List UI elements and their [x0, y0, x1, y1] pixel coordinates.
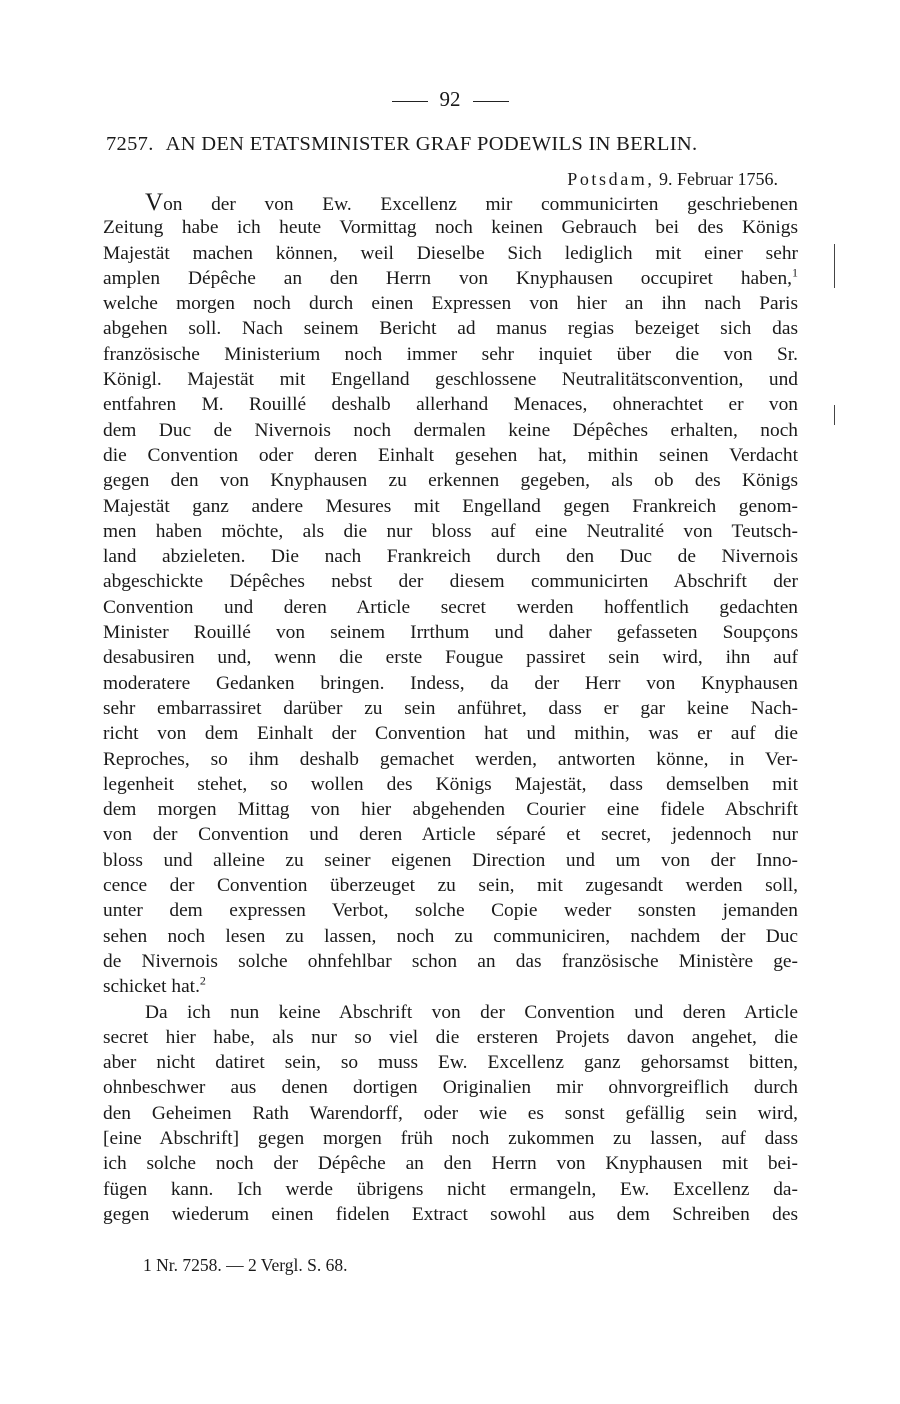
text-line-content: Minister Rouillé von seinem Irrthum und daher gefasseten Soupçons	[103, 622, 798, 644]
text-line	[103, 747, 798, 772]
text-line-content: welche morgen noch durch einen Expressen von hier an ihn nach Paris	[103, 293, 798, 315]
text-line-content: land abzieleten. Die nach Frankreich durch den Duc de Nivernois	[103, 546, 798, 568]
text-line-content: ich solche noch der Dépêche an den Herrn von Knyphausen mit bei-	[103, 1153, 798, 1175]
text-line	[103, 645, 798, 670]
text-line-content: abgeschickte Dépêches nebst der diesem communicirten Abschrift der	[103, 571, 798, 593]
text-line-content: secret hier habe, als nur so viel die ersteren Projets davon angehet, die	[103, 1026, 798, 1048]
text-line-content: richt von dem Einhalt der Convention hat und mithin, was er auf die	[103, 723, 798, 745]
text-line-content: men haben möchte, als die nur bloss auf eine Neutralité von Teutsch-	[103, 520, 798, 542]
text-line-content: Zeitung habe ich heute Vormittag noch keinen Gebrauch bei des Königs	[103, 217, 798, 239]
text-line	[103, 392, 798, 417]
text-line-content: dem Duc de Nivernois noch dermalen keine Dépêches erhalten, noch	[103, 419, 798, 441]
text-line-content: sehr embarrassiret darüber zu sein anführet, dass er gar keine Nach-	[103, 697, 798, 719]
text-line	[103, 316, 798, 341]
text-line	[103, 342, 798, 367]
text-line	[103, 215, 798, 240]
text-line	[103, 696, 798, 721]
text-line-content: den Geheimen Rath Warendorff, oder wie es sonst gefällig sein wird,	[103, 1102, 798, 1124]
document-heading	[106, 131, 806, 157]
text-line	[103, 544, 798, 569]
footnotes: 1 Nr. 7258. — 2 Vergl. S. 68.	[143, 1255, 348, 1275]
text-line-content: cence der Convention überzeuget zu sein, mit zugesandt werden soll,	[103, 875, 798, 897]
text-line	[103, 494, 798, 519]
text-line-content: ohnbeschwer aus denen dortigen Originalien mir ohnvorgreiflich durch	[103, 1077, 798, 1099]
text-line	[103, 1000, 798, 1025]
text-line-content: de Nivernois solche ohnfehlbar schon an das französische Ministère ge-	[103, 950, 798, 972]
text-line-content: schicket hat.	[103, 976, 200, 998]
letter-body	[103, 190, 798, 1227]
text-line-content: französische Ministerium noch immer sehr inquiet über die von Sr.	[103, 343, 798, 365]
text-line-content: sehen noch lesen zu lassen, noch zu communiciren, nachdem der Duc	[103, 925, 798, 947]
text-line-content: Reproches, so ihm deshalb gemachet werden, antworten könne, in Ver-	[103, 748, 798, 770]
text-line-content: moderatere Gedanken bringen. Indess, da der Herr von Knyphausen	[103, 672, 798, 694]
text-line	[103, 595, 798, 620]
document-title: AN DEN ETATSMINISTER GRAF PODEWILS IN BERLIN.	[165, 133, 698, 155]
text-line	[103, 620, 798, 645]
page-number: 92	[439, 87, 461, 111]
text-line-content: Königl. Majestät mit Engelland geschlossene Neutralitätsconvention, und	[103, 369, 798, 391]
text-line	[103, 1202, 798, 1227]
text-line	[103, 1126, 798, 1151]
text-line	[103, 721, 798, 746]
footnote-marker: 1	[792, 265, 798, 280]
margin-mark	[834, 244, 835, 288]
header-dash-left	[392, 101, 428, 102]
text-line	[103, 671, 798, 696]
text-line	[103, 772, 798, 797]
page-header	[0, 86, 900, 112]
text-line	[103, 949, 798, 974]
text-line	[103, 1151, 798, 1176]
text-line	[103, 190, 798, 215]
text-line	[103, 822, 798, 847]
dateline	[567, 167, 778, 191]
text-line	[103, 1050, 798, 1075]
text-line-content: fügen kann. Ich werde übrigens nicht ermangeln, Ew. Excellenz da-	[103, 1178, 798, 1200]
text-line-content: dem morgen Mittag von hier abgehenden Courier eine fidele Abschrift	[103, 799, 798, 821]
text-line-content: bloss und alleine zu seiner eigenen Direction und um von der Inno-	[103, 849, 798, 871]
text-line	[103, 418, 798, 443]
text-line-content: die Convention oder deren Einhalt gesehen hat, mithin seinen Verdacht	[103, 444, 798, 466]
text-line-content: von der Convention und deren Article séparé et secret, jedennoch nur	[103, 824, 798, 846]
text-line	[103, 873, 798, 898]
text-line	[103, 974, 798, 999]
footnote-marker: 2	[199, 973, 206, 988]
text-line-content: abgehen soll. Nach seinem Bericht ad manus regias bezeiget sich das	[103, 318, 798, 340]
text-line	[103, 898, 798, 923]
text-line	[103, 443, 798, 468]
text-line-content: gegen den von Knyphausen zu erkennen gegeben, als ob des Königs	[103, 470, 798, 492]
text-line	[103, 1101, 798, 1126]
text-line-content: entfahren M. Rouillé deshalb allerhand Menaces, ohnerachtet er von	[103, 394, 798, 416]
text-line-content: aber nicht datiret sein, so muss Ew. Excellenz ganz gehorsamst bitten,	[103, 1052, 798, 1074]
text-line-content: unter dem expressen Verbot, solche Copie weder sonsten jemanden	[103, 900, 798, 922]
text-line	[103, 291, 798, 316]
text-line	[103, 367, 798, 392]
text-line	[103, 924, 798, 949]
text-line	[103, 519, 798, 544]
text-line	[103, 468, 798, 493]
text-line-content: [eine Abschrift] gegen morgen früh noch zukommen zu lassen, auf dass	[103, 1127, 798, 1149]
text-line	[103, 848, 798, 873]
text-line-content: amplen Dépêche an den Herrn von Knyphausen occupiret haben,	[103, 267, 792, 289]
initial-letter: V	[145, 189, 164, 216]
text-line	[103, 1075, 798, 1100]
text-line-content: Convention und deren Article secret werden hoffentlich gedachten	[103, 596, 798, 618]
text-line-content: legenheit stehet, so wollen des Königs Majestät, dass demselben mit	[103, 773, 798, 795]
text-line	[103, 1177, 798, 1202]
text-line-content: Da ich nun keine Abschrift von der Convention und deren Article	[145, 1001, 798, 1023]
dateline-date: 9. Februar 1756.	[659, 169, 778, 189]
text-line	[103, 1025, 798, 1050]
text-line-content: on der von Ew. Excellenz mir communicirten geschriebenen	[163, 194, 798, 215]
text-line-content: Majestät ganz andere Mesures mit Engelland gegen Frankreich genom-	[103, 495, 798, 517]
text-line	[103, 266, 798, 291]
text-line-content: Majestät machen können, weil Dieselbe Sich lediglich mit einer sehr	[103, 242, 798, 264]
text-line-content: desabusiren und, wenn die erste Fougue passiret sein wird, ihn auf	[103, 647, 798, 669]
text-line	[103, 241, 798, 266]
dateline-place: Potsdam,	[567, 169, 655, 189]
text-line-content: gegen wiederum einen fidelen Extract sowohl aus dem Schreiben des	[103, 1203, 798, 1225]
margin-mark	[834, 405, 835, 425]
header-dash-right	[473, 101, 509, 102]
document-number: 7257.	[106, 133, 154, 155]
text-line	[103, 569, 798, 594]
text-line	[103, 797, 798, 822]
